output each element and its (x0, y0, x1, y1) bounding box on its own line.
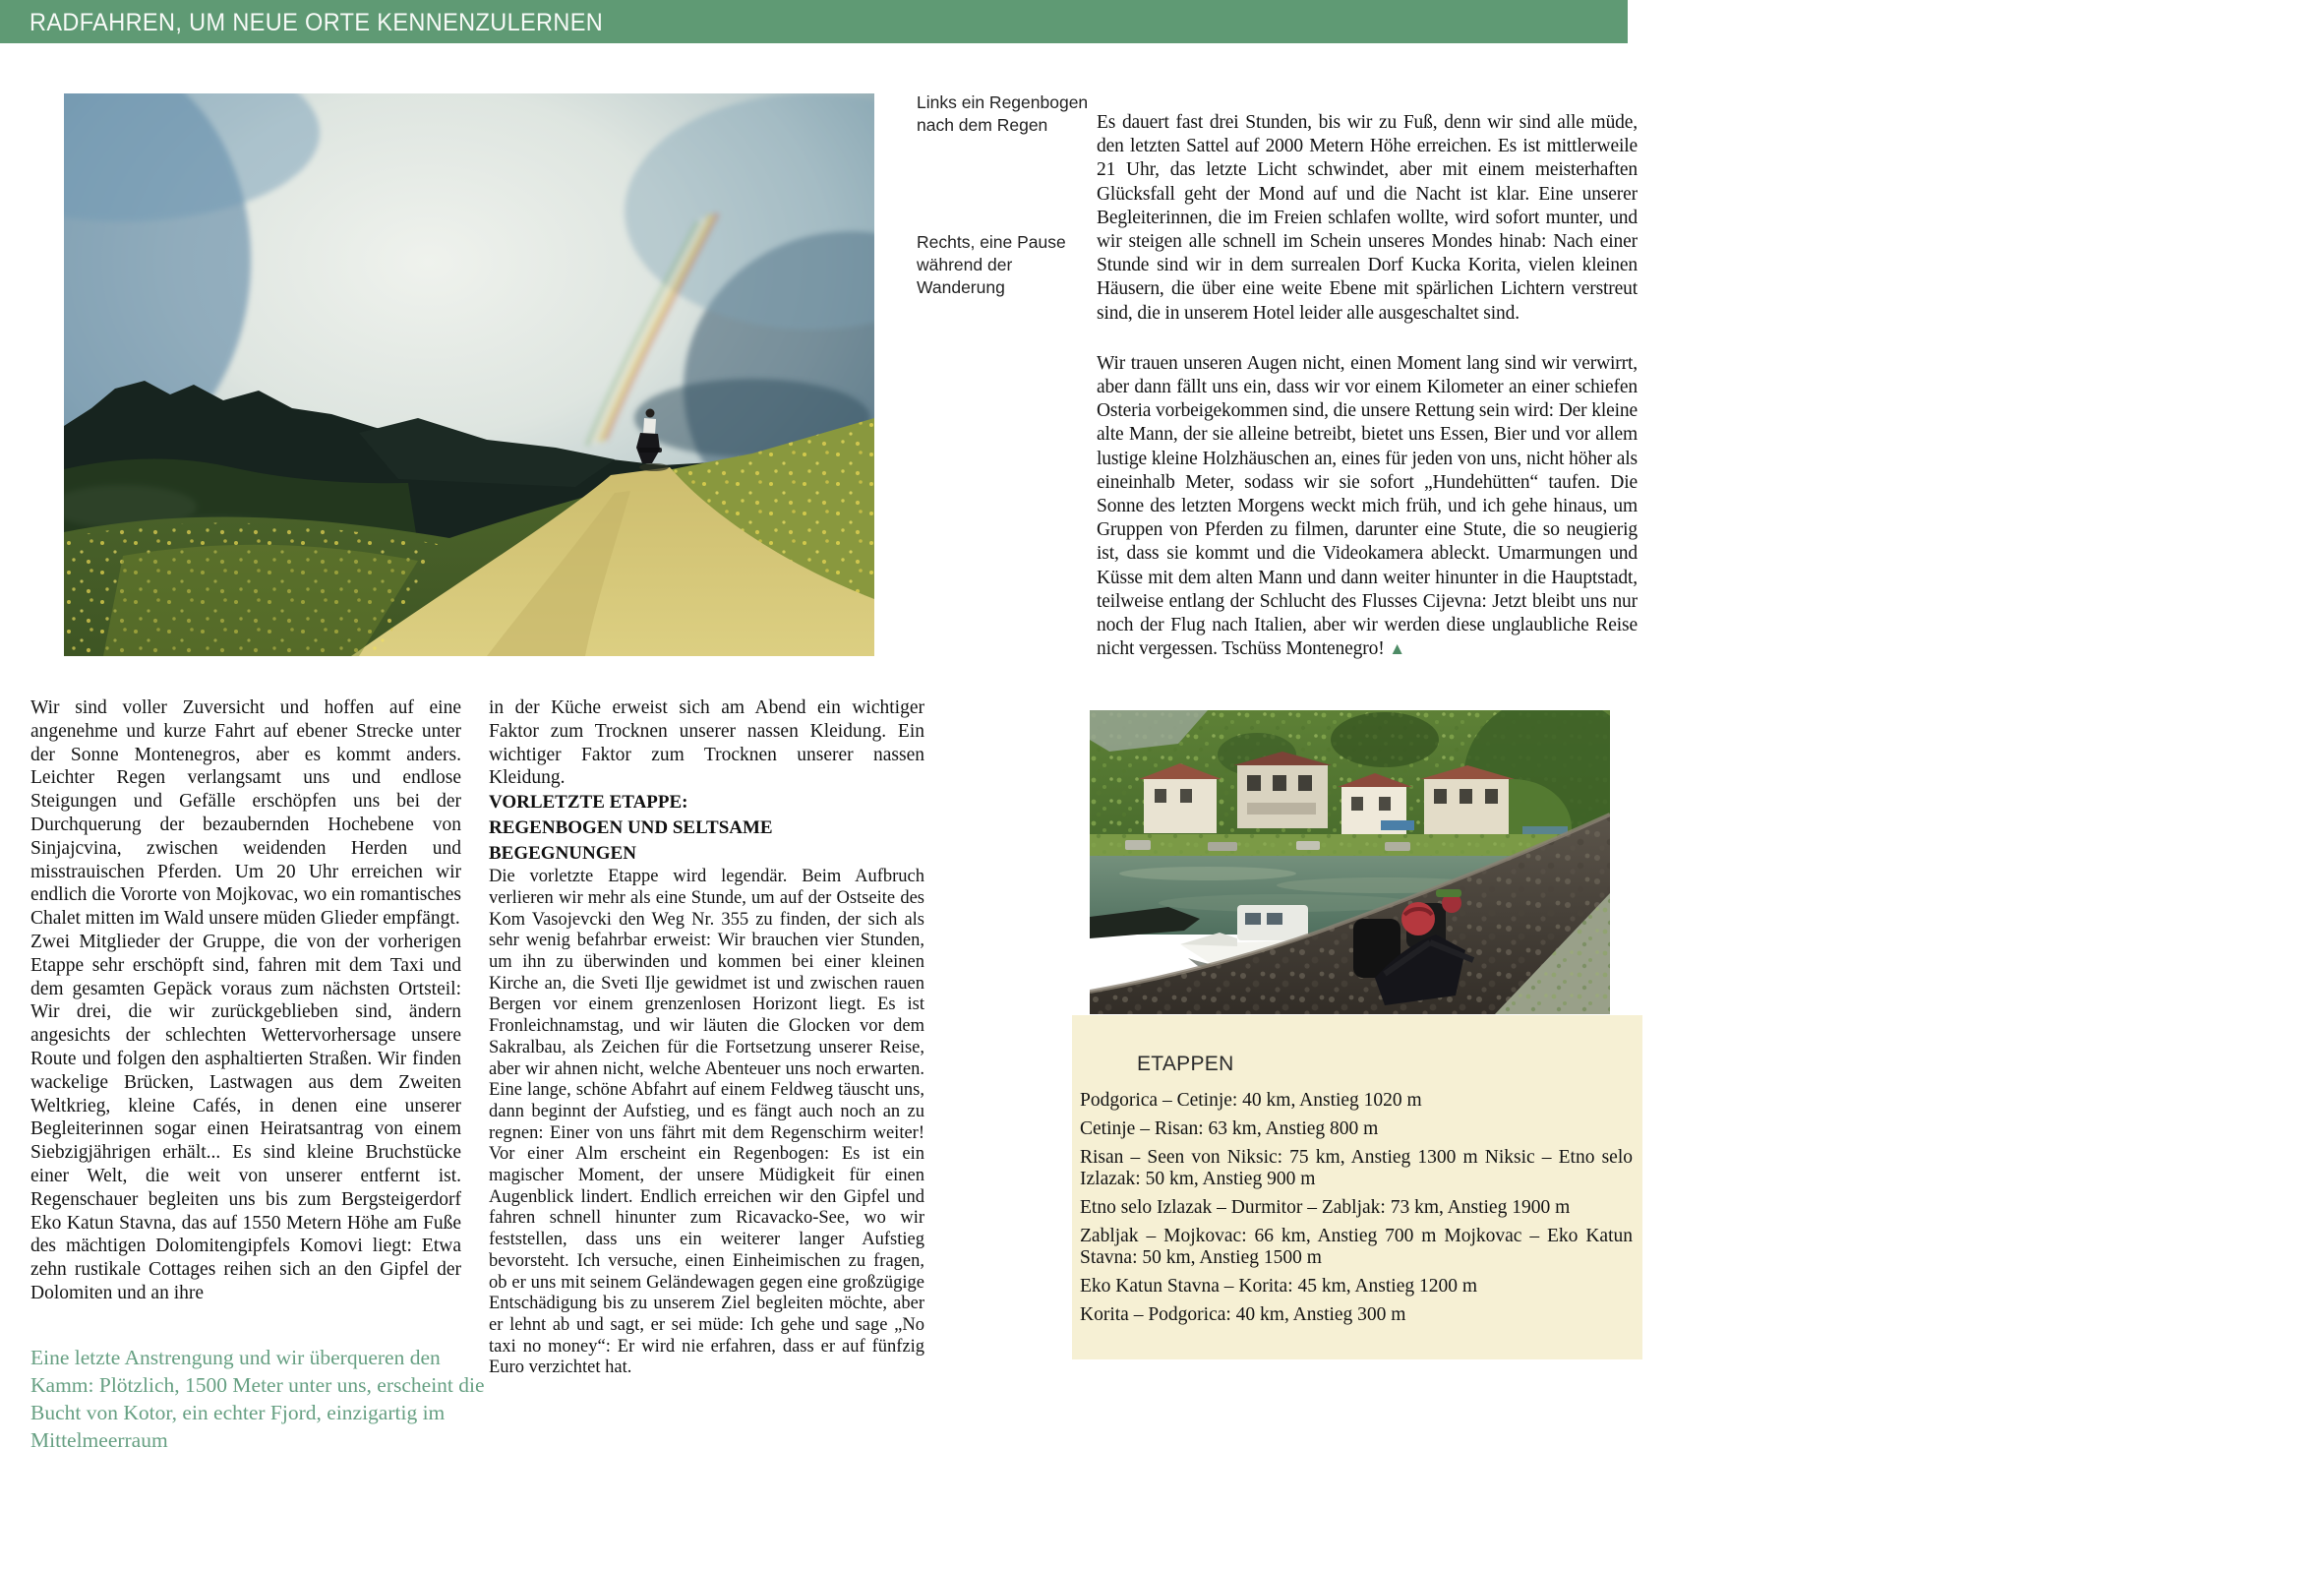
etappen-list (1080, 1090, 1633, 1326)
article-end-triangle-icon: ▲ (1389, 639, 1406, 659)
rainbow-photo (64, 93, 874, 656)
section-heading-line1: VORLETZTE ETAPPE: (489, 792, 688, 814)
article-left-column (30, 696, 461, 1305)
article-right-column (1097, 111, 1638, 661)
etappen-box (1072, 1015, 1642, 1359)
header-bar (0, 0, 1628, 43)
caption-right-photo: Rechts, eine Pause während der Wanderung (917, 232, 1066, 297)
section-heading (489, 790, 924, 867)
middle-paragraph-2: Die vorletzte Etappe wird legendär. Beim Aufbruch verlieren wir mehr als eine Stunde, um auf der Ostseite des Kom Vasojevcki den Weg Nr. 355 zu finden, der sich als sehr wenig befahrbar erweist: Wir brauchen vier Stunden, um ihn zu überwinden und kommen bei einer kleinen Kirche an, die Sveti Ilje gewidmet ist und zwischen rauen Bergen vor einem grenzenlosen Horizont liegt. Es ist Fronleichnamstag, und wir läuten die Glocken vor dem Sakralbau, als Zeichen für die Fortsetzung unserer Reise, aber wir ahnen nicht, welche Abenteuer uns noch erwarten. Eine lange, schöne Abfahrt auf einem Feldweg täuscht uns, dann beginnt der Aufstieg, und es fängt auch noch an zu regnen: Einer von uns fährt mit dem Regenschirm weiter! Vor einer Alm erscheint ein Regenbogen: Es ist ein magischer Moment, der unsere Müdigkeit für einen Augenblick lindert. Endlich erreichen wir den Gipfel und fahren schnell hinunter zum Ricavacko-See, wo wir feststellen, dass uns ein weiterer langer Aufstieg bevorsteht. Ich versuche, einen Einheimischen zu fragen, ob er uns mit seinem Geländewagen gegen eine großzügige Entschädigung bis zu unserem Ziel begleiten möchte, aber er lehnt ab und sagt, er sei müde: Ich gehe und sage „No taxi no money“: Er wird nie erfahren, dass er auf fünfzig Euro verzichtet hat. (489, 867, 924, 1378)
page-title: RADFAHREN, UM NEUE ORTE KENNENZULERNEN (30, 9, 604, 36)
article-middle-column (489, 696, 924, 1379)
etappen-item: Zabljak – Mojkovac: 66 km, Anstieg 700 m Mojkovac – Eko Katun Stavna: 50 km, Anstieg 1500 m (1080, 1226, 1633, 1268)
etappen-item: Eko Katun Stavna – Korita: 45 km, Anstieg 1200 m (1080, 1276, 1478, 1297)
harbor-photo-illustration (1090, 710, 1610, 1014)
right-paragraph-2: Wir trauen unseren Augen nicht, einen Moment lang sind wir verwirrt, aber dann fällt uns ein, dass wir vor einem Kilometer an einer schiefen Osteria vorbeigekommen sind, die unsere Rettung sein wird: Der kleine alte Mann, der sie alleine betreibt, bietet uns Essen, Bier und vor allem lustige kleine Holzhäuschen an, eines für jeden von uns, nicht höher als eineinhalb Meter, sodass wir sie sofort „Hundehütten“ taufen. Die Sonne des letzten Morgens weckt mich früh, und ich gehe hinaus, um Gruppen von Pferden zu filmen, darunter eine Stute, die so neugierig ist, dass sie kommt und die Videokamera ableckt. Umarmungen und Küsse mit dem alten Mann und dann weiter hinunter in die Hauptstadt, teilweise entlang der Schlucht des Flusses Cijevna: Jetzt bleibt uns nur noch der Flug nach Italien, aber wir werden diese unglaubliche Reise nicht vergessen. Tschüss Montenegro! ▲ (1097, 352, 1638, 660)
etappen-item: Etno selo Izlazak – Durmitor – Zabljak: 73 km, Anstieg 1900 m (1080, 1197, 1571, 1218)
rainbow-photo-illustration (64, 93, 874, 656)
etappen-item: Korita – Podgorica: 40 km, Anstieg 300 m (1080, 1304, 1406, 1325)
harbor-photo (1090, 710, 1610, 1014)
etappen-item: Risan – Seen von Niksic: 75 km, Anstieg 1300 m Niksic – Etno selo Izlazak: 50 km, Anstieg 900 m (1080, 1147, 1633, 1189)
left-paragraph-2: Zwei Mitglieder der Gruppe, die von der vorherigen Etappe sehr erschöpft sind, fahren mit dem Taxi und dem gesamten Gepäck voraus zum nächsten Ortsteil: Wir drei, die wir zurückgeblieben sind, ändern angesichts der schlechten Wettervorhersage unsere Route und folgen den asphaltierten Straßen. Wir finden wackelige Brücken, Lastwagen aus dem Zweiten Weltkrieg, kleine Cafés, in denen eine unserer Begleiterinnen sogar einen Heiratsantrag von einem Siebzigjährigen erhält... Es sind kleine Bruchstücke einer Welt, die weit von unserer entfernt ist. Regenschauer begleiten uns bis zum Bergsteigerdorf Eko Katun Stavna, das auf 1550 Metern Höhe am Fuße des mächtigen Dolomitengipfels Komovi liegt: Etwa zehn rustikale Cottages reihen sich an den Gipfel der Dolomiten und an ihre (30, 931, 461, 1303)
pull-quote: Eine letzte Anstrengung und wir überqueren den Kamm: Plötzlich, 1500 Meter unter uns, erscheint die Bucht von Kotor, ein echter Fjord, einzigartig im Mittelmeerraum (30, 1346, 485, 1452)
section-heading-line2: REGENBOGEN UND SELTSAME BEGEGNUNGEN (489, 817, 773, 865)
etappen-item: Podgorica – Cetinje: 40 km, Anstieg 1020 m (1080, 1090, 1422, 1111)
etappen-title: ETAPPEN (1137, 1053, 1234, 1075)
etappen-item: Cetinje – Risan: 63 km, Anstieg 800 m (1080, 1118, 1379, 1139)
caption-left-photo: Links ein Regenbogen nach dem Regen (917, 92, 1089, 135)
left-paragraph-1: Wir sind voller Zuversicht und hoffen auf eine angenehme und kurze Fahrt auf ebener Strecke unter der Sonne Montenegros, aber es kommt anders. Leichter Regen verlangsamt uns und endlose Steigungen und Gefälle erschöpfen uns bei der Durchquerung der bezaubernden Hochebene von Sinjajcvina, zwischen weidenden Herden und misstrauischen Pferden. Um 20 Uhr erreichen wir endlich die Vororte von Mojkovac, wo ein romantisches Chalet mitten im Wald unsere müden Glieder empfängt. (30, 697, 461, 930)
right-paragraph-1: Es dauert fast drei Stunden, bis wir zu Fuß, denn wir sind alle müde, den letzten Sattel auf 2000 Metern Höhe erreichen. Es ist mittlerweile 21 Uhr, das letzte Licht schwindet, aber mit einem meisterhaften Glücksfall geht der Mond auf und die Nacht ist klar. Eine unserer Begleiterinnen, die im Freien schlafen wollte, wird sofort munter, und wir steigen alle schnell im Schein unseres Mondes hinab: Nach einer Stunde sind wir in dem surrealen Dorf Kucka Korita, vielen kleinen Häusern, die über eine weite Ebene mit spärlichen Lichtern verstreut sind, die in unserem Hotel leider alle ausgeschaltet sind. (1097, 112, 1638, 324)
middle-paragraph-1: in der Küche erweist sich am Abend ein wichtiger Faktor zum Trocknen unserer nassen Kleidung. Ein wichtiger Faktor zum Trocknen unserer nassen Kleidung. (489, 697, 924, 789)
